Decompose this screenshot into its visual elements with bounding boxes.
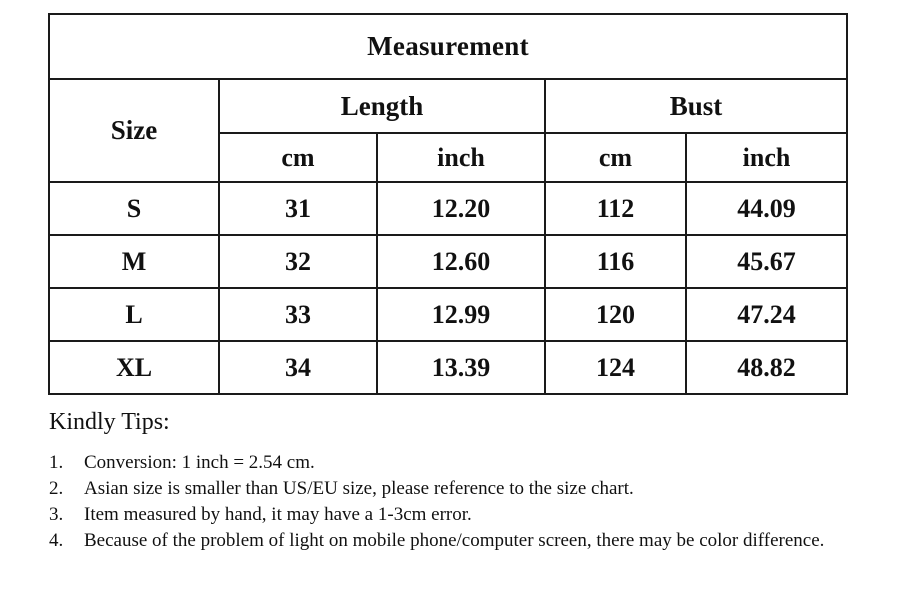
length-inch-cell: 12.99 — [377, 288, 545, 341]
tip-text: Item measured by hand, it may have a 1-3cm error. — [84, 504, 472, 525]
bust-group-header: Bust — [545, 79, 847, 133]
size-cell: S — [49, 182, 219, 235]
length-group-header: Length — [219, 79, 545, 133]
list-item — [49, 502, 879, 528]
tips-list — [49, 450, 879, 554]
tip-text: Because of the problem of light on mobile phone/computer screen, there may be color difference. — [84, 530, 825, 551]
list-item — [49, 476, 879, 502]
size-chart-table — [48, 13, 848, 395]
list-item — [49, 450, 879, 476]
tip-text: Asian size is smaller than US/EU size, please reference to the size chart. — [84, 478, 634, 499]
table-title: Measurement — [49, 14, 847, 79]
tips-section — [49, 409, 879, 554]
length-inch-cell: 12.60 — [377, 235, 545, 288]
table-row — [49, 341, 847, 394]
length-cm-cell: 33 — [219, 288, 377, 341]
size-cell: XL — [49, 341, 219, 394]
bust-inch-cell: 47.24 — [686, 288, 847, 341]
tip-text: Conversion: 1 inch = 2.54 cm. — [84, 452, 315, 473]
length-inch-cell: 12.20 — [377, 182, 545, 235]
table-row — [49, 235, 847, 288]
length-cm-cell: 32 — [219, 235, 377, 288]
title-row — [49, 14, 847, 79]
tip-number: 4. — [49, 530, 64, 551]
size-cell: L — [49, 288, 219, 341]
bust-inch-cell: 45.67 — [686, 235, 847, 288]
length-inch-cell: 13.39 — [377, 341, 545, 394]
tip-number: 3. — [49, 504, 64, 525]
table-row — [49, 182, 847, 235]
bust-cm-cell: 120 — [545, 288, 686, 341]
table-row — [49, 288, 847, 341]
length-cm-cell: 31 — [219, 182, 377, 235]
bust-inch-header: inch — [686, 133, 847, 182]
length-cm-header: cm — [219, 133, 377, 182]
size-cell: M — [49, 235, 219, 288]
bust-cm-cell: 124 — [545, 341, 686, 394]
bust-cm-cell: 116 — [545, 235, 686, 288]
bust-inch-cell: 44.09 — [686, 182, 847, 235]
bust-cm-cell: 112 — [545, 182, 686, 235]
bust-cm-header: cm — [545, 133, 686, 182]
tip-number: 1. — [49, 452, 64, 473]
tip-number: 2. — [49, 478, 64, 499]
bust-inch-cell: 48.82 — [686, 341, 847, 394]
tips-title: Kindly Tips: — [49, 409, 170, 435]
size-column-header: Size — [49, 79, 219, 182]
list-item — [49, 528, 879, 554]
length-cm-cell: 34 — [219, 341, 377, 394]
length-inch-header: inch — [377, 133, 545, 182]
group-header-row — [49, 79, 847, 133]
